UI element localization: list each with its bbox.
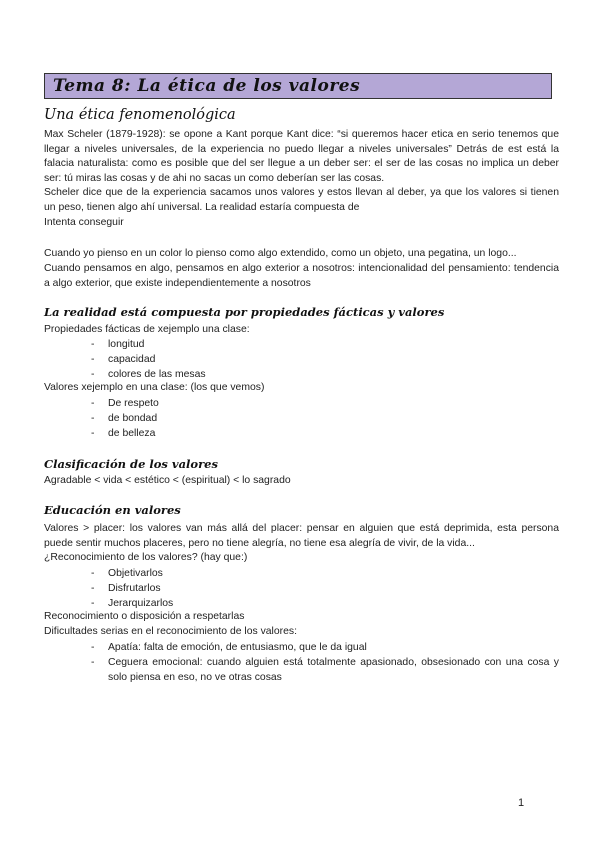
list-item: - colores de las mesas xyxy=(91,367,206,382)
list-item: - Apatía: falta de emoción, de entusiasmo, que le da igual xyxy=(91,640,559,655)
list-item: - Ceguera emocional: cuando alguien está totalmente apasionado, obsesionado con una cosa y solo piensa en eso, no ve otras cosas xyxy=(91,655,559,685)
line-valores-ejemplo: Valores xejemplo en una clase: (los que vemos) xyxy=(44,382,265,393)
section-heading-clasificacion: Clasificación de los valores xyxy=(44,457,218,471)
section-heading-realidad: La realidad está compuesta por propiedades fácticas y valores xyxy=(44,305,445,319)
list-item: - longitud xyxy=(91,337,206,352)
list-item: - capacidad xyxy=(91,352,206,367)
paragraph-color: Cuando yo pienso en un color lo pienso como algo extendido, como un objeto, una pegatina, un logo... xyxy=(44,248,517,259)
line-propiedades-facticas: Propiedades fácticas de xejemplo una clase: xyxy=(44,324,250,335)
title-banner xyxy=(44,73,552,99)
paragraph-experiencia: Scheler dice que de la experiencia sacamos unos valores y estos llevan al deber, ya que los valores si tienen un peso, tienen algo ahí universal. La realidad estaría compuesta de xyxy=(44,187,559,213)
line-dificultades: Dificultades serias en el reconocimiento de los valores: xyxy=(44,626,297,637)
list-reconocimiento xyxy=(91,566,173,611)
paragraph-scheler: Max Scheler (1879-1928): se opone a Kant porque Kant dice: “si queremos hacer etica en serio tenemos que llegar a niveles universales, de la experiencia no puedo llegar a niveles universales” Detrás de est está la falacia naturalista: como es posible que del ser llegue a un deber ser: el ser de las cosas no implica un deber ser: tú miras las cosas y de ahi no sacas un como deberían ser las cosas. xyxy=(44,129,559,184)
line-reconocimiento-pregunta: ¿Reconocimiento de los valores? (hay que:) xyxy=(44,552,248,563)
paragraph-valores-placer: Valores > placer: los valores van más allá del placer: pensar en alguien que está deprimida, esta persona puede sentir muchos placeres, pero no tiene alegría, no tiene esa alegría de vivir, de la vida... xyxy=(44,523,559,549)
list-item: - Jerarquizarlos xyxy=(91,596,173,611)
list-item: - Objetivarlos xyxy=(91,566,173,581)
section-heading-educacion: Educación en valores xyxy=(44,503,181,517)
line-disposicion: Reconocimiento o disposición a respetarlas xyxy=(44,611,245,622)
list-propiedades xyxy=(91,337,206,382)
page-number: 1 xyxy=(518,797,525,809)
list-item: - Disfrutarlos xyxy=(91,581,173,596)
section-heading-etica-fenomenologica: Una ética fenomenológica xyxy=(44,107,236,123)
line-jerarquia-valores: Agradable < vida < estético < (espiritual) < lo sagrado xyxy=(44,475,291,486)
list-item: - de bondad xyxy=(91,411,159,426)
list-dificultades xyxy=(91,640,559,685)
line-intenta-conseguir: Intenta conseguir xyxy=(44,217,124,228)
paragraph-intencionalidad: Cuando pensamos en algo, pensamos en algo exterior a nosotros: intencionalidad del pensamiento: tendencia a algo exterior, que existe independientemente a nosotros xyxy=(44,263,559,289)
list-valores xyxy=(91,396,159,441)
list-item: - De respeto xyxy=(91,396,159,411)
list-item: - de belleza xyxy=(91,426,159,441)
page-title: Tema 8: La ética de los valores xyxy=(53,76,361,96)
